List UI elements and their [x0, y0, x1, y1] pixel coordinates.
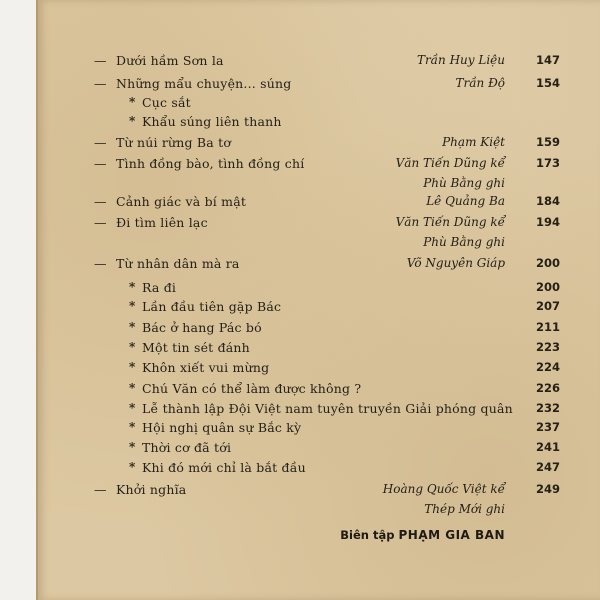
- entry-bullet: *: [129, 360, 136, 374]
- entry-title: Lần đầu tiên gặp Bác: [142, 299, 282, 314]
- toc-entry: [36, 256, 600, 274]
- entry-page-number: 224: [535, 360, 560, 374]
- entry-dash: —: [94, 256, 107, 271]
- entry-dash: —: [94, 194, 107, 209]
- entry-title: Tình đồng bào, tình đồng chí: [116, 156, 305, 171]
- entry-dash: —: [94, 482, 107, 497]
- toc-entry: [36, 482, 600, 516]
- entry-page-number: 184: [535, 194, 560, 208]
- entry-page-number: 249: [535, 482, 560, 496]
- entry-page-number: 154: [535, 76, 560, 90]
- entry-dash: —: [94, 156, 107, 171]
- toc-subentry: [36, 320, 600, 338]
- entry-author: Trần Huy Liệu: [416, 53, 505, 67]
- entry-title: Cảnh giác và bí mật: [116, 194, 247, 209]
- entry-author: Lê Quảng Ba: [426, 194, 505, 208]
- entry-bullet: *: [129, 420, 136, 434]
- toc-entry: [36, 156, 600, 190]
- entry-page-number: 194: [535, 215, 560, 229]
- entry-title: Đi tìm liên lạc: [116, 215, 208, 230]
- entry-page-number: 207: [535, 299, 560, 313]
- entry-bullet: *: [129, 114, 136, 128]
- entry-title: Hội nghị quân sự Bắc kỳ: [142, 420, 302, 435]
- toc-entry: [36, 135, 600, 153]
- book-page: [36, 0, 600, 600]
- toc-subentry: [36, 299, 600, 317]
- entry-author-line2: Phù Bằng ghi: [423, 176, 505, 190]
- entry-title: Từ núi rừng Ba tơ: [116, 135, 232, 150]
- toc-subentry: [36, 420, 600, 438]
- entry-title: Bác ở hang Pác bó: [142, 320, 262, 335]
- entry-bullet: *: [129, 460, 136, 474]
- entry-title: Những mẩu chuyện... súng: [116, 76, 292, 91]
- toc-entry: [36, 53, 600, 71]
- toc-subentry: [36, 95, 600, 113]
- entry-title: Khi đó mới chỉ là bắt đầu: [142, 460, 306, 475]
- entry-author-line2: Thép Mới ghi: [424, 502, 505, 516]
- entry-page-number: 241: [535, 440, 560, 454]
- entry-bullet: *: [129, 440, 136, 454]
- entry-bullet: *: [129, 320, 136, 334]
- entry-dash: —: [94, 53, 107, 68]
- entry-bullet: *: [129, 401, 136, 415]
- entry-author: Phạm Kiệt: [442, 135, 505, 149]
- toc-subentry: [36, 114, 600, 132]
- entry-page-number: 247: [535, 460, 560, 474]
- editor-name: PHẠM GIA BAN: [398, 528, 505, 542]
- toc-entry: [36, 215, 600, 249]
- entry-page-number: 237: [535, 420, 560, 434]
- entry-title: Khẩu súng liên thanh: [142, 114, 282, 129]
- entry-title: Một tin sét đánh: [142, 340, 250, 355]
- toc-entry: [36, 76, 600, 94]
- entry-page-number: 159: [535, 135, 560, 149]
- entry-title: Khởi nghĩa: [116, 482, 187, 497]
- entry-title: Chú Văn có thể làm được không ?: [142, 381, 362, 396]
- entry-page-number: 211: [535, 320, 560, 334]
- toc-entry: [36, 194, 600, 212]
- entry-title: Thời cơ đã tới: [142, 440, 232, 455]
- entry-page-number: 232: [535, 401, 560, 415]
- toc-subentry: [36, 280, 600, 298]
- entry-page-number: 200: [535, 280, 560, 294]
- entry-page-number: 147: [535, 53, 560, 67]
- editor-credit: [340, 528, 505, 542]
- entry-page-number: 223: [535, 340, 560, 354]
- entry-title: Từ nhân dân mà ra: [116, 256, 240, 271]
- entry-dash: —: [94, 215, 107, 230]
- entry-page-number: 200: [535, 256, 560, 270]
- entry-title: Khôn xiết vui mừng: [142, 360, 270, 375]
- entry-author: Võ Nguyên Giáp: [406, 256, 505, 270]
- entry-page-number: 173: [535, 156, 560, 170]
- entry-author: Hoàng Quốc Việt kể: [382, 482, 505, 496]
- entry-bullet: *: [129, 381, 136, 395]
- entry-author: Trần Độ: [455, 76, 505, 90]
- toc-subentry: [36, 401, 600, 419]
- entry-bullet: *: [129, 340, 136, 354]
- entry-title: Cục sắt: [142, 95, 191, 110]
- entry-author: Văn Tiến Dũng kể: [395, 215, 505, 229]
- entry-title: Dưới hầm Sơn la: [116, 53, 224, 68]
- entry-bullet: *: [129, 299, 136, 313]
- toc-subentry: [36, 360, 600, 378]
- toc-subentry: [36, 381, 600, 399]
- entry-page-number: 226: [535, 381, 560, 395]
- toc-subentry: [36, 460, 600, 478]
- entry-author-line2: Phù Bằng ghi: [423, 235, 505, 249]
- entry-dash: —: [94, 76, 107, 91]
- toc-subentry: [36, 440, 600, 458]
- entry-title: Ra đi: [142, 280, 177, 295]
- editor-label: Biên tập: [340, 528, 395, 542]
- entry-dash: —: [94, 135, 107, 150]
- toc-subentry: [36, 340, 600, 358]
- entry-title: Lễ thành lập Đội Việt nam tuyên truyền Giải phóng quân: [142, 401, 513, 416]
- entry-bullet: *: [129, 95, 136, 109]
- entry-bullet: *: [129, 280, 136, 294]
- entry-author: Văn Tiến Dũng kể: [395, 156, 505, 170]
